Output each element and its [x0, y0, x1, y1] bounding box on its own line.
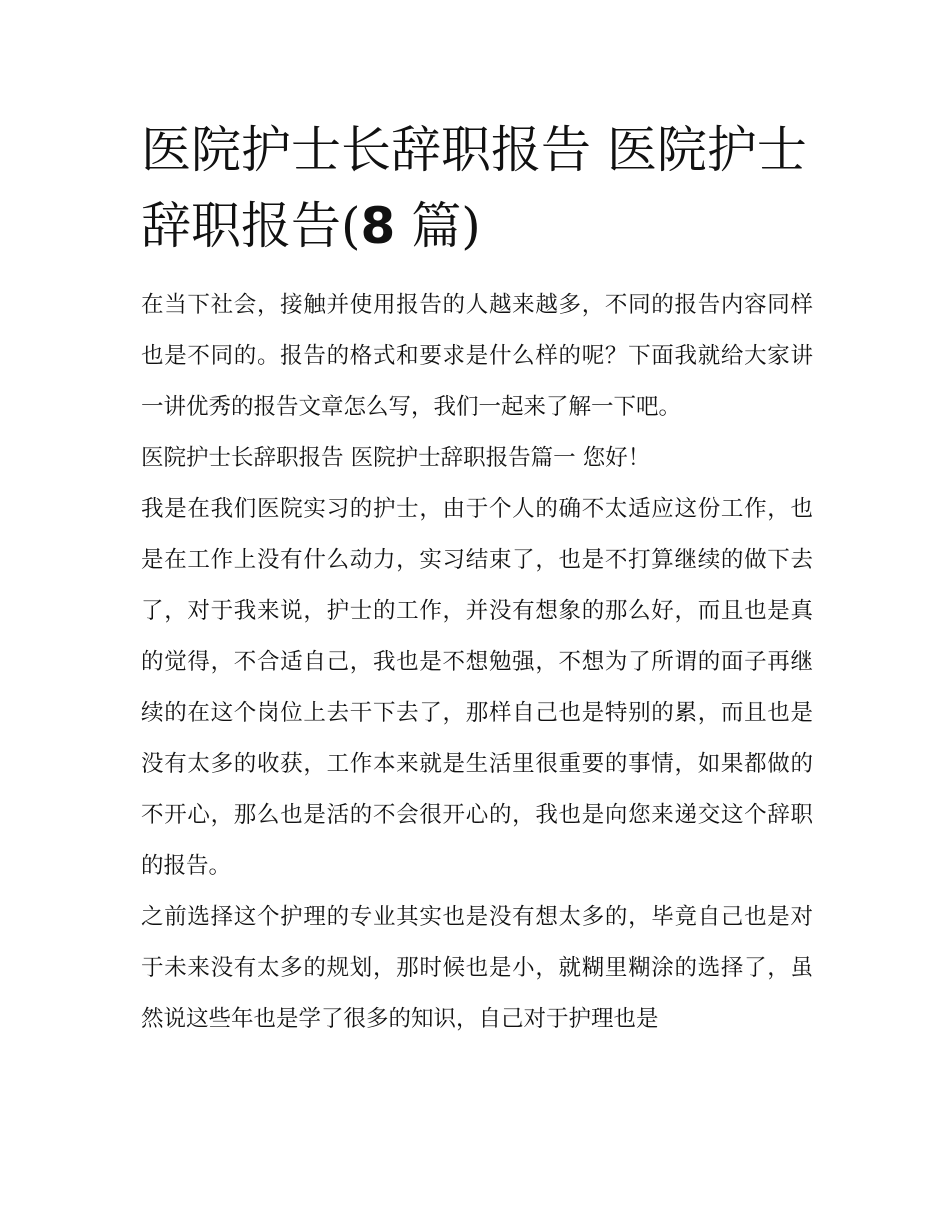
document-page [141, 112, 813, 1045]
title-suffix: 篇) [395, 197, 481, 255]
intro-paragraph: 在当下社会，接触并使用报告的人越来越多，不同的报告内容同样也是不同的。报告的格式和要求是什么样的呢？下面我就给大家讲一讲优秀的报告文章怎么写，我们一起来了解一下吧。 [141, 292, 813, 420]
body-paragraph: 我是在我们医院实习的护士，由于个人的确不太适应这份工作，也是在工作上没有什么动力，实习结束了，也是不打算继续的做下去了，对于我来说，护士的工作，并没有想象的那么好，而且也是真的觉得，不合适自己，我也是不想勉强，不想为了所谓的面子再继续的在这个岗位上去干下去了，那样自己也是特别的累，而且也是没有太多的收获，工作本来就是生活里很重要的事情，如果都做的不开心，那么也是活的不会很开心的，我也是向您来递交这个辞职的报告。 [141, 496, 813, 879]
section-heading-paragraph: 医院护士长辞职报告 医院护士辞职报告篇一 您好！ [141, 445, 651, 471]
title-text: 医院护士长辞职报告 医院护士辞职报告( [141, 121, 807, 255]
title-count: 8 [360, 197, 396, 255]
body-paragraph: 之前选择这个护理的专业其实也是没有想太多的，毕竟自己也是对于未来没有太多的规划，那时候也是小，就糊里糊涂的选择了，虽然说这些年也是学了很多的知识，自己对于护理也是 [141, 904, 813, 1032]
document-title [141, 112, 813, 264]
